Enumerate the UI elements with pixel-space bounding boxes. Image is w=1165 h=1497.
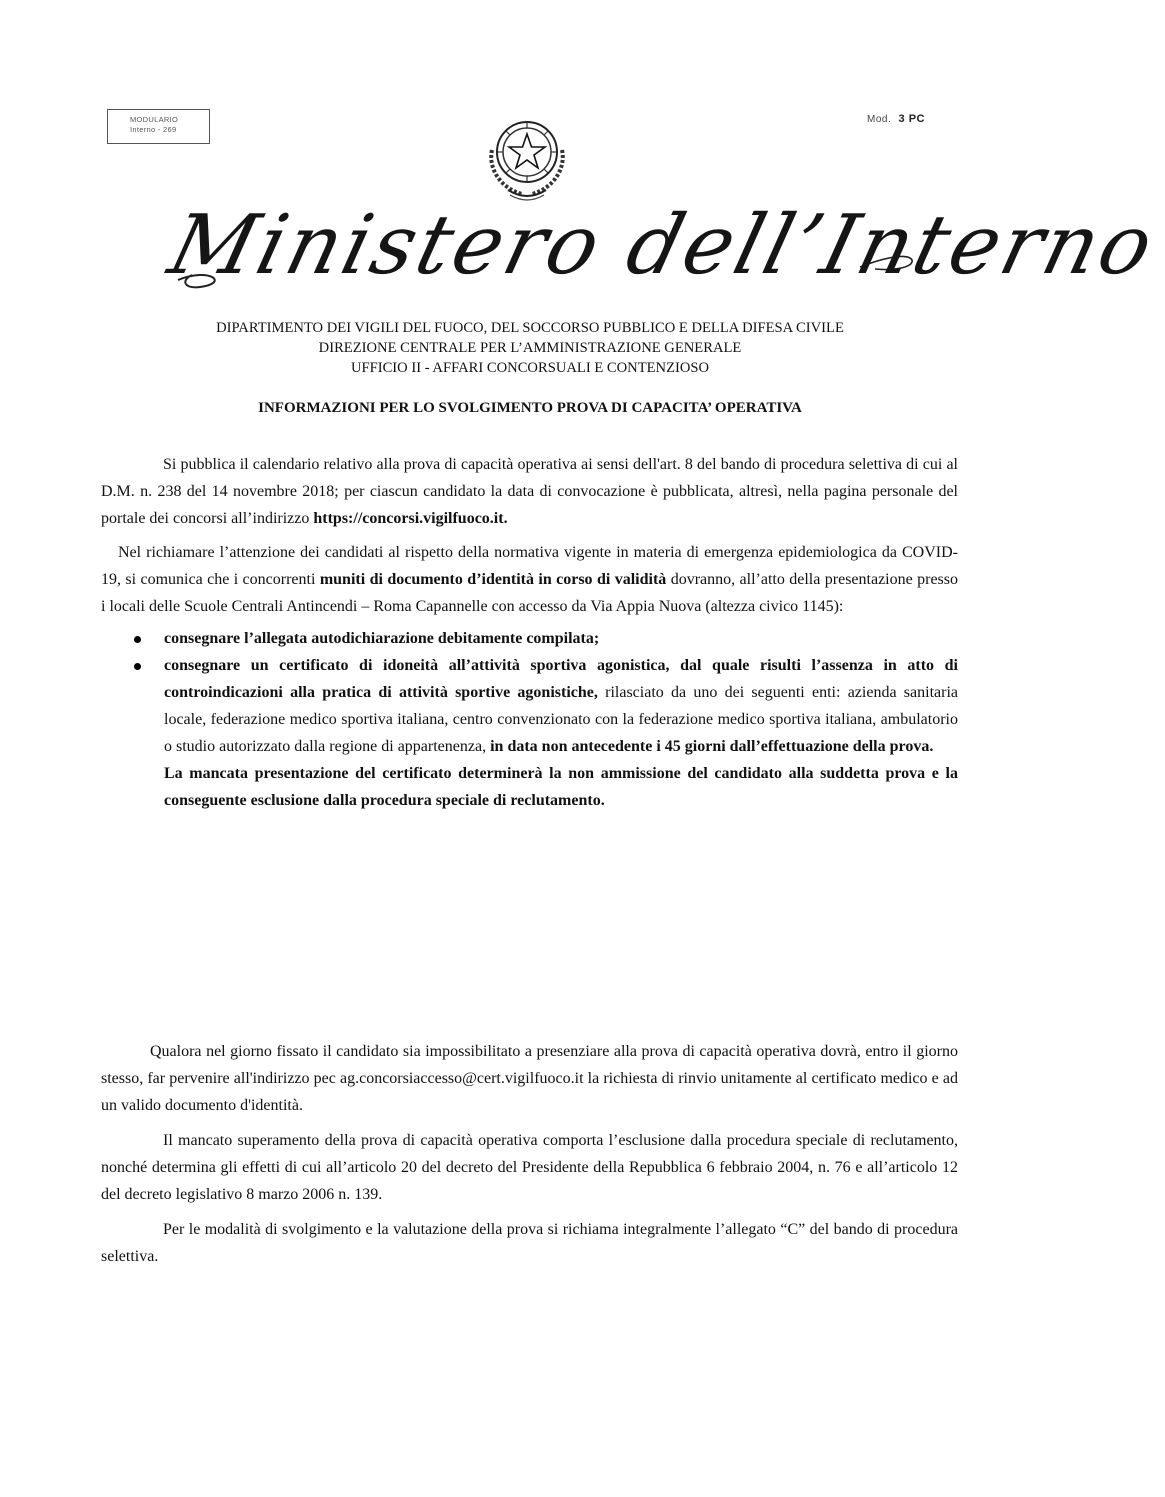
modulario-line1: MODULARIO (130, 115, 179, 124)
bullet-icon (134, 636, 141, 643)
italian-republic-emblem-icon (478, 110, 576, 206)
paragraph-calendar-text: Si pubblica il calendario relativo alla prova di capacità operativa ai sensi dell'art. 8 del bando di procedura selettiva di cui al D.M. n. 238 del 14 novembre 2018; per ciascun candidato la data di convocazione è pubblicata, altresì, nella pagina personale del portale dei concorsi all’indirizzo (101, 456, 958, 527)
paragraph-calendar (101, 451, 958, 532)
paragraph-postponement: Qualora nel giorno fissato il candidato sia impossibilitato a presenziare alla prova di capacità operativa dovrà, entro il giorno stesso, far pervenire all'indirizzo pec ag.concorsiaccesso@cert.vigilfuoco.it la richiesta di rinvio unitamente al certificato medico e ad un valido documento d'identità. (101, 1043, 958, 1114)
office-line: UFFICIO II - AFFARI CONCORSUALI E CONTENZIOSO (350, 360, 710, 376)
list-item (101, 652, 958, 760)
list-item (101, 625, 958, 652)
model-number: 3 PC (898, 113, 925, 125)
model-code (867, 113, 925, 125)
paragraph-requirements (101, 539, 958, 620)
list-item-bold: consegnare un certificato di idoneità all’attività sportiva agonistica, dal quale risulti l’assenza in atto di controindicazioni alla pratica di attività sportive agonistiche, (164, 657, 958, 701)
ministry-title: Ministero dell’Interno (160, 198, 1165, 293)
document-title: INFORMAZIONI PER LO SVOLGIMENTO PROVA DI CAPACITA’ OPERATIVA (258, 400, 802, 416)
department-line: DIPARTIMENTO DEI VIGILI DEL FUOCO, DEL SOCCORSO PUBBLICO E DELLA DIFESA CIVILE (216, 320, 844, 336)
requirements-list (101, 625, 958, 760)
directorate-line: DIREZIONE CENTRALE PER L’AMMINISTRAZIONE GENERALE (318, 340, 742, 356)
paragraph-failure: Il mancato superamento della prova di capacità operativa comporta l’esclusione dalla procedura speciale di reclutamento, nonché determina gli effetti di cui all’articolo 20 del decreto del Presidente della Repubblica 6 febbraio 2004, n. 76 e all’articolo 12 del decreto legislativo 8 marzo 2006 n. 139. (101, 1132, 958, 1203)
modulario-stamp (107, 109, 210, 144)
requirements-bold: muniti di documento d’identità in corso di validità (319, 571, 667, 588)
portal-link[interactable]: https://concorsi.vigilfuoco.it. (313, 510, 508, 527)
list-item-text: rilasciato da uno dei seguenti enti: azienda sanitaria locale, federazione medico sportiva italiana, centro convenzionato con la federazione medico sportiva italiana, ambulatorio o studio autorizzato dalla regione di appartenenza, (164, 684, 958, 755)
document-body (101, 451, 958, 814)
list-item-bold-end: in data non antecedente i 45 giorni dall’effettuazione della prova. (490, 738, 934, 755)
department-header (100, 318, 960, 378)
model-label: Mod. (867, 114, 892, 125)
document-body-lower (101, 1038, 958, 1278)
modulario-line2: Interno - 269 (130, 125, 177, 134)
bullet-icon (134, 663, 141, 670)
paragraph-modalities: Per le modalità di svolgimento e la valutazione della prova si richiama integralmente l’allegato “C” del bando di procedura selettiva. (101, 1221, 958, 1265)
requirements-text-2: dovranno, all’atto della presentazione presso i locali delle Scuole Centrali Antincendi – Roma Capannelle con accesso da Via Appia Nuova (altezza civico 1145): (101, 571, 959, 615)
list-item-text: consegnare l’allegata autodichiarazione debitamente compilata; (164, 630, 600, 647)
warning-notice: La mancata presentazione del certificato determinerà la non ammissione del candidato alla suddetta prova e la conseguente esclusione dalla procedura speciale di reclutamento. (164, 765, 958, 809)
requirements-text-1: Nel richiamare l’attenzione dei candidati al rispetto della normativa vigente in materia di emergenza epidemiologica da COVID-19, si comunica che i concorrenti (101, 544, 958, 588)
